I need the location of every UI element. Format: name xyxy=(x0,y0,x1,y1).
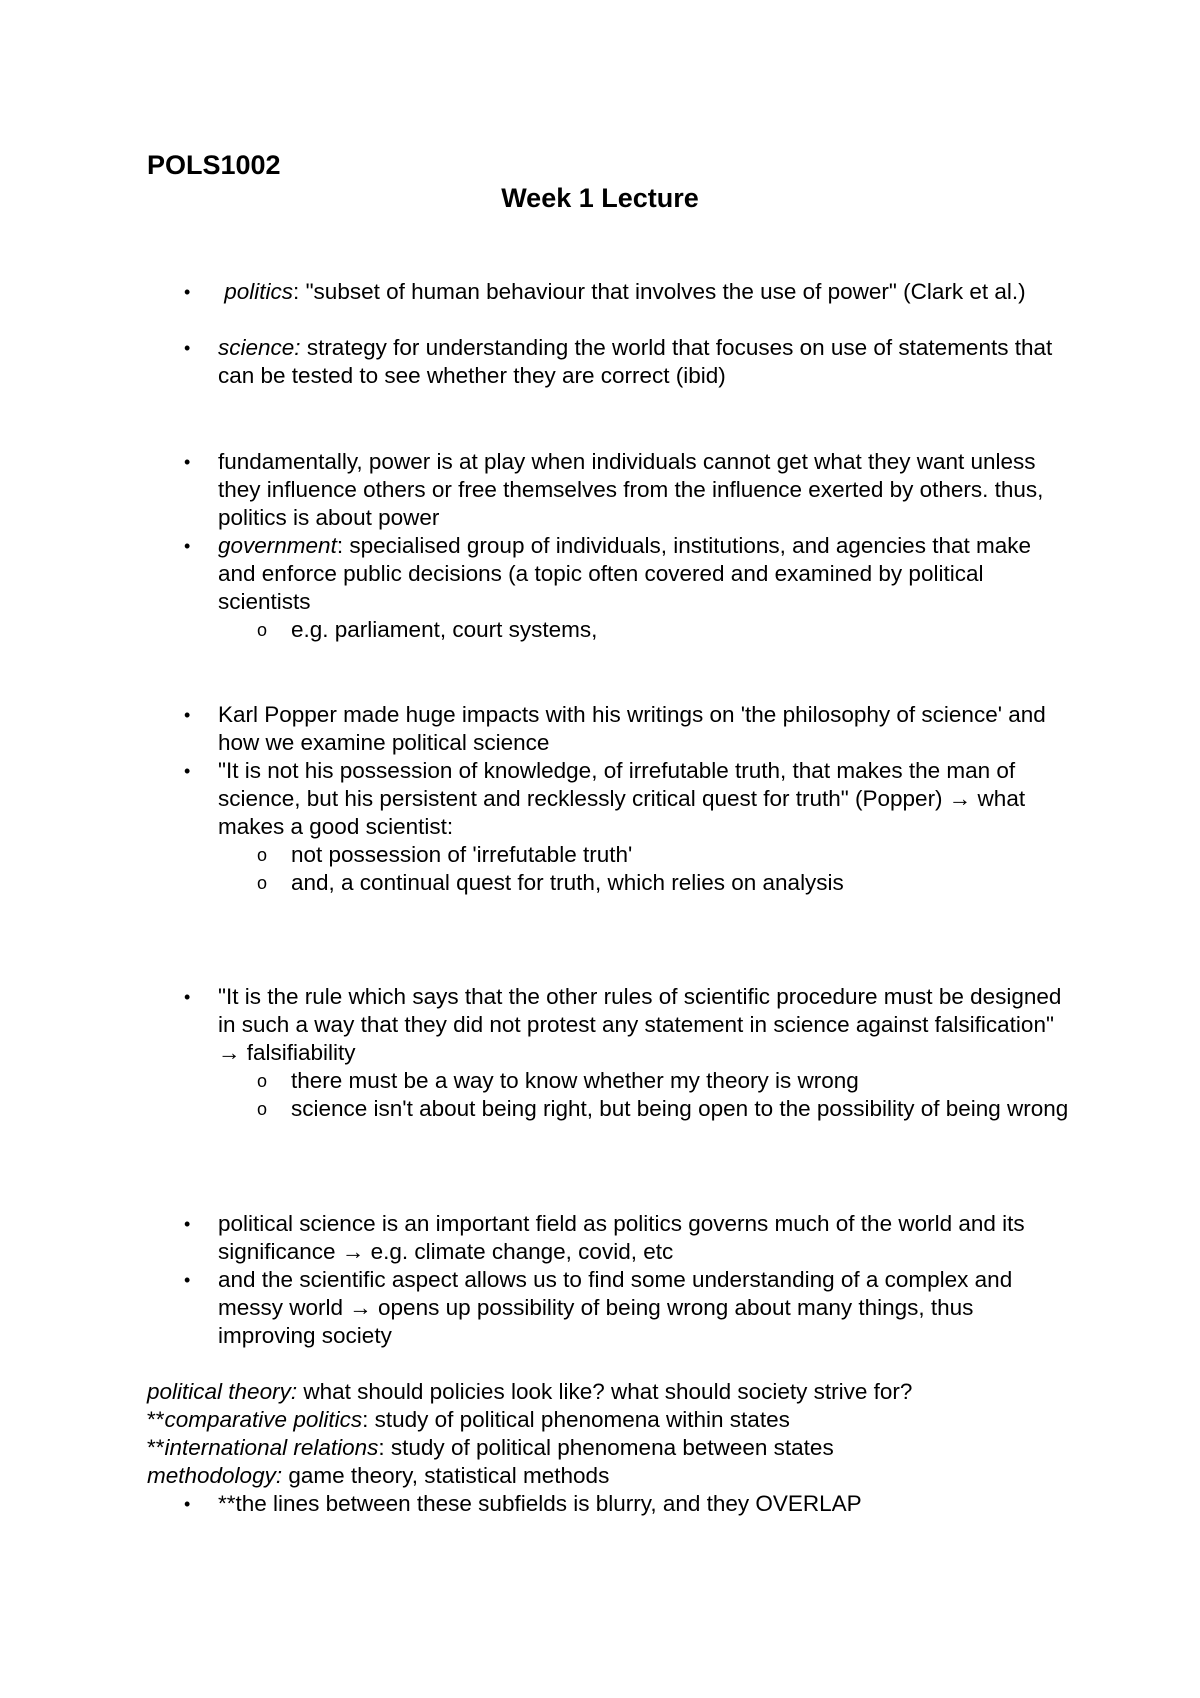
sub-bullet-icon: o xyxy=(257,1071,268,1091)
list-item: "It is the rule which says that the other rules of scientific procedure must be designed in such a way that they did not protest any statement in science against falsification" → falsifiability xyxy=(218,984,1062,1065)
bullet-icon: • xyxy=(184,338,191,358)
bullet-icon: • xyxy=(184,1270,191,1290)
bullet-icon: • xyxy=(184,536,191,556)
list-item: science: strategy for understanding the world that focuses on use of statements that can be tested to see whether they are correct (ibid) xyxy=(218,335,1053,388)
sub-list-item: and, a continual quest for truth, which relies on analysis xyxy=(291,870,844,895)
list-item: fundamentally, power is at play when individuals cannot get what they want unless they influence others or free themselves from the influence exerted by others. thus, politics is about power xyxy=(218,449,1044,530)
sub-bullet-icon: o xyxy=(257,1099,268,1119)
bullet-icon: • xyxy=(184,761,191,781)
course-code: POLS1002 xyxy=(147,150,281,180)
term: government xyxy=(218,533,337,558)
term: politics xyxy=(224,279,294,304)
sub-bullet-icon: o xyxy=(257,845,268,865)
bullet-icon: • xyxy=(184,705,191,725)
subfield-line: **comparative politics: study of political phenomena within states xyxy=(147,1407,790,1432)
term: international relations xyxy=(164,1435,379,1460)
sub-list-item: not possession of 'irrefutable truth' xyxy=(291,842,633,867)
term: methodology: xyxy=(147,1463,283,1488)
bullet-icon: • xyxy=(184,282,191,302)
subfield-line: **international relations: study of political phenomena between states xyxy=(147,1435,834,1460)
subfield-line: political theory: what should policies look like? what should society strive for? xyxy=(147,1379,913,1404)
list-item: government: specialised group of individuals, institutions, and agencies that make and enforce public decisions (a topic often covered and examined by political scientists xyxy=(218,533,1032,614)
bullet-icon: • xyxy=(184,1214,191,1234)
list-item: politics: "subset of human behaviour that involves the use of power" (Clark et al.) xyxy=(224,279,1026,304)
list-item: **the lines between these subfields is blurry, and they OVERLAP xyxy=(218,1491,862,1516)
sub-bullet-icon: o xyxy=(257,873,268,893)
sub-list-item: there must be a way to know whether my theory is wrong xyxy=(291,1068,859,1093)
term: comparative politics xyxy=(164,1407,363,1432)
bullet-icon: • xyxy=(184,452,191,472)
bullet-icon: • xyxy=(184,987,191,1007)
term: political theory: xyxy=(147,1379,298,1404)
list-item: Karl Popper made huge impacts with his writings on 'the philosophy of science' and how we examine political science xyxy=(218,702,1046,755)
subfield-line: methodology: game theory, statistical methods xyxy=(147,1463,610,1488)
list-item: and the scientific aspect allows us to find some understanding of a complex and messy world → opens up possibility of being wrong about many things, thus improving society xyxy=(218,1267,1013,1348)
sub-bullet-icon: o xyxy=(257,620,268,640)
sub-list-item: e.g. parliament, court systems, xyxy=(291,617,598,642)
sub-list-item: science isn't about being right, but being open to the possibility of being wrong xyxy=(291,1096,1069,1121)
term: science: xyxy=(218,335,301,360)
bullet-icon: • xyxy=(184,1494,191,1514)
list-item: "It is not his possession of knowledge, of irrefutable truth, that makes the man of science, but his persistent and recklessly critical quest for truth" (Popper) → what makes a good scientist: xyxy=(218,758,1026,839)
page-title: Week 1 Lecture xyxy=(501,183,699,213)
list-item: political science is an important field as politics governs much of the world and its significance → e.g. climate change, covid, etc xyxy=(218,1211,1025,1264)
